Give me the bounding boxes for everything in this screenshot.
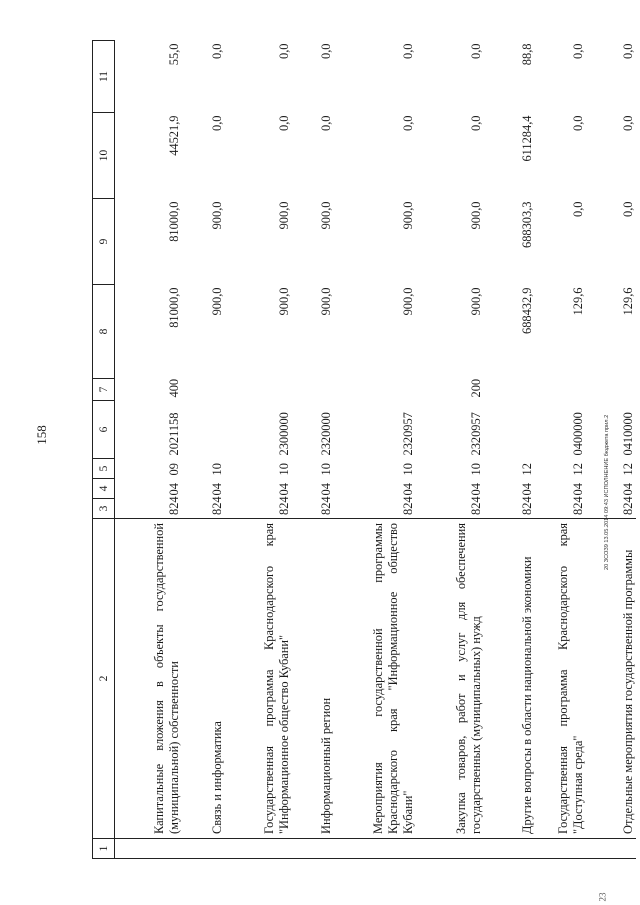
footer-stamp: 20 ЗСОЗ9 13.05.2014 09:43 ИСПОЛНЕНИЕ бюджета прил.2 — [604, 414, 610, 570]
column-header: 2 — [93, 519, 115, 839]
cell-expense-type: 200 — [469, 378, 483, 398]
cell-col11: 0,0 — [469, 43, 483, 59]
cell-col8: 129,6 — [571, 287, 585, 316]
cell-section: 04 — [210, 483, 224, 496]
cell-expense-type — [225, 379, 292, 401]
cell-col11: 0,0 — [277, 43, 291, 59]
cell-col11: 0,0 — [621, 43, 635, 59]
cell-target-article — [484, 401, 535, 459]
cell-expense-type — [484, 379, 535, 401]
table-row — [292, 41, 334, 859]
row-name: Связь и информатика — [182, 519, 225, 839]
cell-subsection: 12 — [621, 463, 635, 476]
cell-ministry: 824 — [621, 496, 635, 515]
cell-col8: 81000,0 — [167, 287, 181, 328]
cell-col11: 0,0 — [319, 43, 333, 59]
row-number-cell — [535, 839, 586, 859]
corner-mark: 23 — [597, 892, 608, 902]
cell-subsection: 12 — [571, 463, 585, 476]
column-header: 6 — [93, 401, 115, 459]
row-number-cell — [182, 839, 225, 859]
row-name: Другие вопросы в области национальной экономики — [484, 519, 535, 839]
cell-col10: 0,0 — [469, 115, 483, 131]
row-number-cell — [416, 839, 484, 859]
cell-col9: 688303,3 — [520, 201, 534, 248]
cell-col11: 0,0 — [210, 43, 224, 59]
column-header: 10 — [93, 113, 115, 199]
row-number-cell — [115, 839, 183, 859]
row-number-cell — [484, 839, 535, 859]
cell-expense-type — [334, 379, 416, 401]
column-header: 9 — [93, 199, 115, 285]
cell-expense-type — [182, 379, 225, 401]
cell-col10: 0,0 — [571, 115, 585, 131]
cell-section: 04 — [401, 483, 415, 496]
cell-col9: 0,0 — [621, 201, 635, 217]
cell-subsection: 10 — [319, 463, 333, 476]
table-row — [225, 41, 292, 859]
column-header: 5 — [93, 459, 115, 479]
row-name: Государственная программа Краснодарского края "Доступная среда" — [535, 519, 586, 839]
column-header: 3 — [93, 499, 115, 519]
cell-col8: 900,0 — [319, 287, 333, 316]
cell-expense-type: 400 — [167, 378, 181, 398]
row-name: Государственная программа Краснодарского края "Информационное общество Кубани" — [225, 519, 292, 839]
cell-subsection: 10 — [210, 463, 224, 476]
cell-subsection: 10 — [469, 463, 483, 476]
table-header-row — [93, 41, 115, 859]
cell-col9: 0,0 — [571, 201, 585, 217]
cell-target-article: 2320957 — [401, 412, 415, 456]
cell-target-article: 2320957 — [469, 412, 483, 456]
cell-ministry: 824 — [210, 496, 224, 515]
row-name: Закупка товаров, работ и услуг для обеспечения государственных (муниципальных) нужд — [416, 519, 484, 839]
cell-subsection: 10 — [401, 463, 415, 476]
column-header: 8 — [93, 285, 115, 379]
column-header: 11 — [93, 41, 115, 113]
cell-col8: 900,0 — [210, 287, 224, 316]
cell-section: 04 — [520, 483, 534, 496]
column-header: 1 — [93, 839, 115, 859]
table-row — [535, 41, 586, 859]
cell-col9: 900,0 — [401, 201, 415, 230]
page-number: 158 — [34, 425, 49, 445]
cell-target-article: 2021158 — [167, 412, 181, 456]
cell-section: 04 — [571, 483, 585, 496]
cell-col11: 88,8 — [520, 43, 534, 66]
cell-col11: 0,0 — [571, 43, 585, 59]
cell-target-article: 2320000 — [319, 412, 333, 456]
cell-expense-type — [586, 379, 636, 401]
table-row — [334, 41, 416, 859]
row-number-cell — [292, 839, 334, 859]
cell-section: 04 — [621, 483, 635, 496]
cell-target-article: 2300000 — [277, 412, 291, 456]
cell-target-article: 0410000 — [621, 412, 635, 456]
table-row — [115, 41, 183, 859]
budget-table — [92, 40, 636, 859]
cell-col11: 55,0 — [167, 43, 181, 66]
cell-section: 04 — [319, 483, 333, 496]
column-header: 4 — [93, 479, 115, 499]
cell-col8: 900,0 — [401, 287, 415, 316]
table-row — [182, 41, 225, 859]
row-name: Мероприятия государственной программы Краснодарского края "Информационное общество Кубани" — [334, 519, 416, 839]
cell-col10: 611284,4 — [520, 115, 534, 162]
cell-col10: 0,0 — [319, 115, 333, 131]
cell-col8: 900,0 — [469, 287, 483, 316]
cell-col11: 0,0 — [401, 43, 415, 59]
cell-subsection: 10 — [277, 463, 291, 476]
table-row — [416, 41, 484, 859]
row-name: Отдельные мероприятия государственной программы — [586, 519, 636, 839]
cell-col10: 44521,9 — [167, 115, 181, 156]
cell-col10: 0,0 — [401, 115, 415, 131]
row-name: Капитальные вложения в объекты государственной (муниципальной) собственности — [115, 519, 183, 839]
row-name: Информационный регион — [292, 519, 334, 839]
cell-expense-type — [292, 379, 334, 401]
row-number-cell — [334, 839, 416, 859]
cell-target-article — [182, 401, 225, 459]
cell-expense-type — [535, 379, 586, 401]
cell-ministry: 824 — [319, 496, 333, 515]
cell-subsection: 12 — [520, 463, 534, 476]
cell-target-article: 0400000 — [571, 412, 585, 456]
cell-section: 04 — [167, 483, 181, 496]
column-header: 7 — [93, 379, 115, 401]
cell-section: 04 — [469, 483, 483, 496]
cell-col10: 0,0 — [277, 115, 291, 131]
cell-col8: 688432,9 — [520, 287, 534, 334]
cell-col10: 0,0 — [621, 115, 635, 131]
table-row — [586, 41, 636, 859]
cell-col8: 129,6 — [621, 287, 635, 316]
cell-ministry: 824 — [469, 496, 483, 515]
cell-col8: 900,0 — [277, 287, 291, 316]
cell-ministry: 824 — [277, 496, 291, 515]
table-row — [484, 41, 535, 859]
row-number-cell — [225, 839, 292, 859]
cell-col9: 81000,0 — [167, 201, 181, 242]
cell-ministry: 824 — [520, 496, 534, 515]
cell-subsection: 09 — [167, 463, 181, 476]
cell-col10: 0,0 — [210, 115, 224, 131]
cell-section: 04 — [277, 483, 291, 496]
cell-ministry: 824 — [167, 496, 181, 515]
cell-ministry: 824 — [401, 496, 415, 515]
cell-col9: 900,0 — [319, 201, 333, 230]
cell-col9: 900,0 — [277, 201, 291, 230]
cell-ministry: 824 — [571, 496, 585, 515]
cell-col9: 900,0 — [469, 201, 483, 230]
cell-col9: 900,0 — [210, 201, 224, 230]
row-number-cell — [586, 839, 636, 859]
